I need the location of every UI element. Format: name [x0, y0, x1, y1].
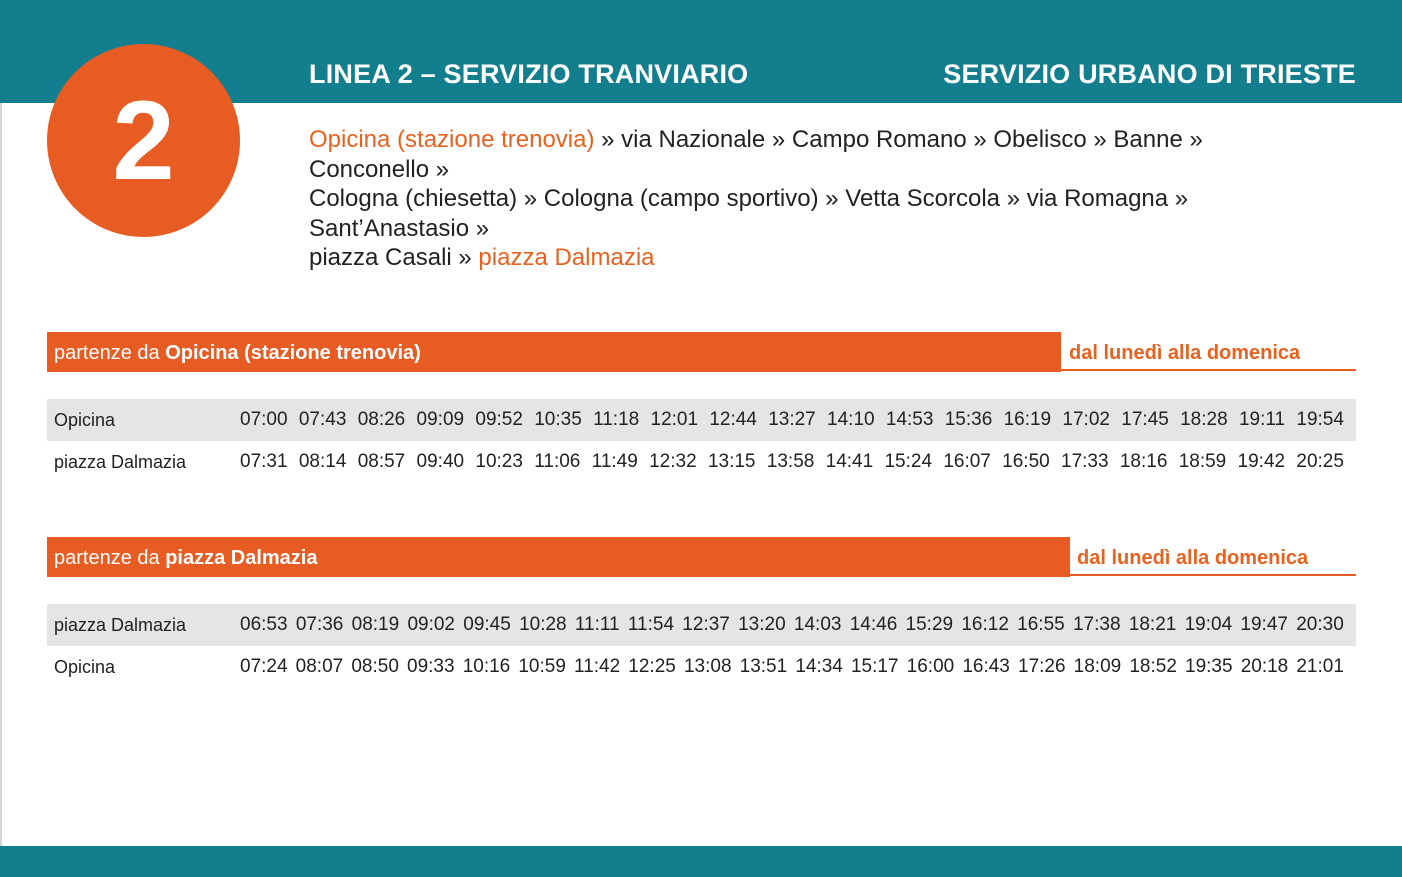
time-cell: 16:50: [1002, 451, 1050, 472]
time-cell: 06:53: [240, 614, 288, 635]
route-stops-line-2: Cologna (chiesetta) » Cologna (campo sportivo) » Vetta Scorcola » via Romagna » Sant’Anastasio »: [309, 185, 1189, 242]
time-cell: 17:26: [1018, 656, 1066, 677]
section-header-bar: [47, 332, 1061, 372]
time-cell: 12:32: [649, 451, 697, 472]
time-cell: 09:52: [475, 409, 523, 430]
time-cell: 14:03: [793, 614, 842, 635]
line-title: LINEA 2 – SERVIZIO TRANVIARIO: [309, 59, 749, 89]
time-cell: 19:11: [1238, 409, 1286, 430]
time-cell: 17:38: [1072, 614, 1121, 635]
time-cell: 11:54: [627, 614, 675, 635]
route-destination: piazza Dalmazia: [478, 244, 655, 271]
section-prefix: partenze da: [54, 342, 166, 364]
stop-name: Opicina: [54, 656, 116, 677]
time-cell: 13:58: [766, 451, 815, 472]
arrival-times: [240, 451, 1356, 473]
section-prefix: partenze da: [54, 547, 166, 569]
time-cell: 21:01: [1296, 656, 1344, 677]
time-cell: 14:46: [849, 614, 898, 635]
section-header-bar: [47, 537, 1070, 577]
time-cell: 11:18: [593, 409, 640, 430]
departure-times: [240, 614, 1356, 636]
stop-name: piazza Dalmazia: [54, 614, 187, 635]
timetable-row: [47, 441, 1356, 483]
time-cell: 07:31: [240, 451, 288, 472]
time-cell: 16:43: [962, 656, 1010, 677]
time-cell: 20:25: [1296, 451, 1344, 472]
time-cell: 07:00: [240, 409, 288, 430]
timetable-row: [47, 646, 1356, 688]
departure-times: [240, 409, 1356, 431]
time-cell: 08:19: [351, 614, 400, 635]
time-cell: 13:51: [739, 656, 788, 677]
section-title: [54, 332, 421, 372]
time-cell: 07:43: [298, 409, 347, 430]
route-stops-line-3: piazza Casali »: [309, 244, 479, 271]
time-cell: 12:01: [650, 409, 699, 430]
time-cell: 11:11: [574, 614, 620, 635]
section-title: [54, 537, 318, 577]
time-cell: 13:27: [768, 409, 816, 430]
time-cell: 12:37: [682, 614, 730, 635]
time-cell: 17:45: [1121, 409, 1169, 430]
time-cell: 14:41: [825, 451, 874, 472]
route-description: [309, 125, 1299, 273]
time-cell: 18:16: [1119, 451, 1168, 472]
time-cell: 09:09: [416, 409, 465, 430]
time-cell: 10:35: [534, 409, 582, 430]
time-cell: 15:36: [944, 409, 993, 430]
time-cell: 19:54: [1296, 409, 1344, 430]
time-cell: 07:36: [295, 614, 344, 635]
route-stops-line-1: » via Nazionale » Campo Romano » Obelisco » Banne » Conconello »: [309, 126, 1203, 183]
arrival-times: [240, 656, 1356, 678]
line-number: 2: [112, 77, 175, 203]
time-cell: 19:04: [1184, 614, 1233, 635]
time-cell: 18:52: [1129, 656, 1177, 677]
time-cell: 08:26: [357, 409, 406, 430]
time-cell: 18:21: [1128, 614, 1177, 635]
time-cell: 19:42: [1237, 451, 1286, 472]
time-cell: 14:34: [795, 656, 843, 677]
time-cell: 11:42: [574, 656, 621, 677]
time-cell: 13:20: [738, 614, 786, 635]
footer-band: [0, 846, 1402, 877]
stop-name: piazza Dalmazia: [54, 451, 187, 472]
line-number-badge: [47, 44, 240, 237]
time-cell: 17:02: [1062, 409, 1110, 430]
time-cell: 13:15: [707, 451, 756, 472]
time-cell: 12:44: [709, 409, 757, 430]
route-origin: Opicina (stazione trenovia): [309, 126, 595, 153]
time-cell: 12:25: [628, 656, 676, 677]
time-cell: 08:07: [295, 656, 344, 677]
page-edge: [0, 103, 2, 846]
time-cell: 08:50: [351, 656, 399, 677]
time-cell: 09:40: [416, 451, 465, 472]
stop-name: Opicina: [54, 409, 116, 430]
time-cell: 10:23: [475, 451, 523, 472]
time-cell: 14:10: [827, 409, 875, 430]
time-cell: 08:57: [357, 451, 406, 472]
service-days-label: dal lunedì alla domenica: [1077, 547, 1309, 569]
time-cell: 08:14: [298, 451, 347, 472]
time-cell: 20:30: [1296, 614, 1344, 635]
time-cell: 18:28: [1180, 409, 1228, 430]
time-cell: 11:49: [591, 451, 638, 472]
time-cell: 10:28: [519, 614, 567, 635]
time-cell: 17:33: [1061, 451, 1109, 472]
time-cell: 19:35: [1185, 656, 1233, 677]
time-cell: 07:24: [240, 656, 288, 677]
time-cell: 15:17: [850, 656, 899, 677]
timetable-row: [47, 604, 1356, 646]
time-cell: 11:06: [534, 451, 581, 472]
time-cell: 13:08: [683, 656, 732, 677]
time-cell: 16:55: [1017, 614, 1065, 635]
time-cell: 15:29: [905, 614, 954, 635]
time-cell: 18:59: [1178, 451, 1227, 472]
time-cell: 10:16: [462, 656, 511, 677]
service-days-underline: [1061, 369, 1356, 371]
time-cell: 09:45: [463, 614, 511, 635]
time-cell: 16:12: [961, 614, 1009, 635]
time-cell: 09:33: [407, 656, 455, 677]
time-cell: 16:00: [906, 656, 955, 677]
service-days-underline: [1070, 574, 1356, 576]
time-cell: 16:07: [943, 451, 991, 472]
time-cell: 10:59: [518, 656, 566, 677]
time-cell: 18:09: [1073, 656, 1122, 677]
time-cell: 16:19: [1003, 409, 1052, 430]
time-cell: 20:18: [1240, 656, 1289, 677]
section-origin: piazza Dalmazia: [165, 547, 318, 569]
timetable-row: [47, 399, 1356, 441]
service-days-label: dal lunedì alla domenica: [1069, 342, 1301, 364]
section-origin: Opicina (stazione trenovia): [165, 342, 421, 364]
time-cell: 19:47: [1240, 614, 1288, 635]
time-cell: 15:24: [884, 451, 933, 472]
time-cell: 14:53: [885, 409, 934, 430]
service-title: SERVIZIO URBANO DI TRIESTE: [943, 59, 1356, 89]
time-cell: 09:02: [407, 614, 455, 635]
